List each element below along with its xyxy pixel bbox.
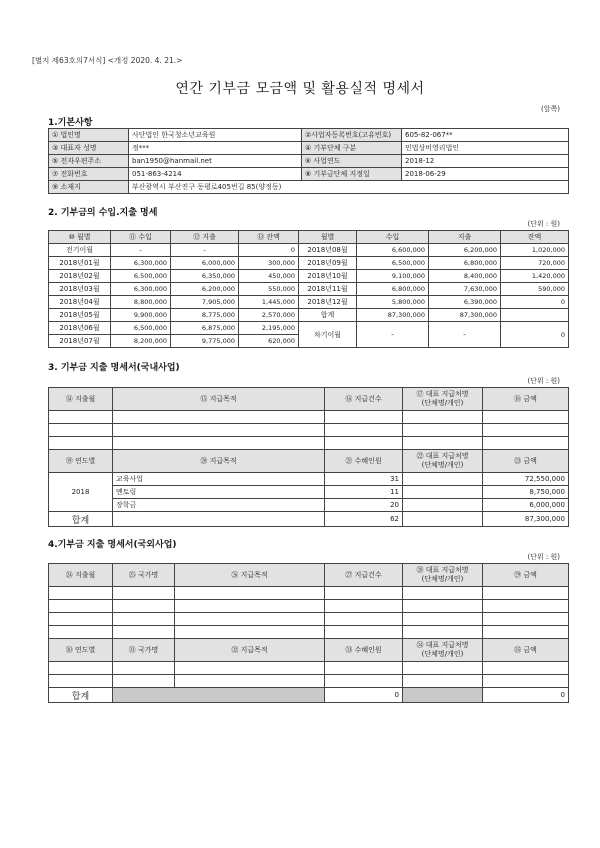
income-cell: 6,800,000 bbox=[357, 283, 429, 296]
month-cell: 전기이월 bbox=[49, 244, 111, 257]
column-header: 잔액 bbox=[501, 231, 569, 244]
balance-cell: 550,000 bbox=[239, 283, 299, 296]
empty-cell bbox=[403, 600, 483, 613]
empty-cell bbox=[483, 587, 569, 600]
month-cell: 2018년07월 bbox=[49, 335, 111, 348]
field-label: ②사업자등록번호(고유번호) bbox=[302, 129, 402, 142]
field-value: 2018-12 bbox=[402, 155, 569, 168]
empty-cell bbox=[49, 587, 113, 600]
header-line: (단체명/개인) bbox=[421, 399, 464, 407]
field-label: ⑧ 기부금단체 지정일 bbox=[302, 168, 402, 181]
empty-cell bbox=[113, 411, 325, 424]
empty-cell bbox=[483, 613, 569, 626]
income-cell: 6,300,000 bbox=[111, 283, 171, 296]
income-cell: 6,300,000 bbox=[111, 257, 171, 270]
income-cell: 8,200,000 bbox=[111, 335, 171, 348]
month-cell: 2018년12월 bbox=[299, 296, 357, 309]
header-line: (단체명/개인) bbox=[421, 461, 464, 469]
expense-cell: 6,350,000 bbox=[171, 270, 239, 283]
empty-row bbox=[49, 411, 569, 424]
recipient-cell bbox=[403, 499, 483, 512]
empty-cell bbox=[325, 600, 403, 613]
expense-cell: 6,200,000 bbox=[429, 244, 501, 257]
expense-cell: 6,800,000 bbox=[429, 257, 501, 270]
expense-cell: 7,905,000 bbox=[171, 296, 239, 309]
month-cell: 2018년02월 bbox=[49, 270, 111, 283]
empty-cell bbox=[49, 424, 113, 437]
purpose-cell: 교육사업 bbox=[113, 473, 325, 486]
month-row bbox=[49, 283, 569, 296]
count-cell: 31 bbox=[325, 473, 403, 486]
balance-cell: 450,000 bbox=[239, 270, 299, 283]
empty-cell bbox=[113, 613, 175, 626]
empty-cell bbox=[113, 600, 175, 613]
empty-cell bbox=[483, 675, 569, 688]
item-row bbox=[49, 473, 569, 486]
total-count: 62 bbox=[325, 512, 403, 527]
column-header: ㉜ 지급목적 bbox=[175, 639, 325, 662]
header-line: ⑰ 대표 지급처명 bbox=[416, 390, 469, 398]
column-header: ⑮ 지급목적 bbox=[113, 388, 325, 411]
shaded-cell bbox=[403, 688, 483, 703]
empty-cell bbox=[175, 587, 325, 600]
empty-cell bbox=[403, 675, 483, 688]
recipient-cell bbox=[403, 486, 483, 499]
overseas-expense-table bbox=[48, 563, 569, 703]
empty-row bbox=[49, 662, 569, 675]
income-cell: - bbox=[111, 244, 171, 257]
empty-cell bbox=[113, 662, 175, 675]
column-header: ⑯ 지급건수 bbox=[325, 388, 403, 411]
column-header: ㉓ 금액 bbox=[483, 450, 569, 473]
balance-cell: 0 bbox=[239, 244, 299, 257]
empty-cell bbox=[175, 613, 325, 626]
expense-cell: - bbox=[171, 244, 239, 257]
total-count: 0 bbox=[325, 688, 403, 703]
header-row bbox=[49, 450, 569, 473]
month-cell: 2018년05월 bbox=[49, 309, 111, 322]
empty-cell bbox=[175, 675, 325, 688]
month-cell: 2018년09월 bbox=[299, 257, 357, 270]
column-header: ㉛ 국가명 bbox=[113, 639, 175, 662]
purpose-cell: 멘토링 bbox=[113, 486, 325, 499]
empty-cell bbox=[175, 662, 325, 675]
empty-cell bbox=[49, 411, 113, 424]
expense-cell: 87,300,000 bbox=[429, 309, 501, 322]
field-label: ⑦ 전화번호 bbox=[49, 168, 129, 181]
empty-cell bbox=[113, 437, 325, 450]
header-line: ㉒ 대표 지급처명 bbox=[416, 452, 469, 460]
column-header: ㉗ 지급건수 bbox=[325, 564, 403, 587]
balance-cell: 1,020,000 bbox=[501, 244, 569, 257]
income-cell: 6,500,000 bbox=[357, 257, 429, 270]
column-header: ⑭ 지출월 bbox=[49, 388, 113, 411]
empty-cell bbox=[403, 512, 483, 527]
section3-unit: (단위 : 원) bbox=[527, 377, 560, 385]
income-cell: 6,600,000 bbox=[357, 244, 429, 257]
balance-cell: 720,000 bbox=[501, 257, 569, 270]
column-header: ⑳ 지급목적 bbox=[113, 450, 325, 473]
empty-cell bbox=[483, 662, 569, 675]
column-header: ⑬ 잔액 bbox=[239, 231, 299, 244]
recipient-cell bbox=[403, 473, 483, 486]
field-value: 2018-06-29 bbox=[402, 168, 569, 181]
empty-cell bbox=[483, 411, 569, 424]
expense-cell: 6,000,000 bbox=[171, 257, 239, 270]
balance-cell: 1,445,000 bbox=[239, 296, 299, 309]
column-header: ㉙ 금액 bbox=[483, 564, 569, 587]
section4-unit: (단위 : 원) bbox=[527, 553, 560, 561]
month-row bbox=[49, 296, 569, 309]
field-value: 605-82-067** bbox=[402, 129, 569, 142]
month-cell: 2018년01월 bbox=[49, 257, 111, 270]
section2-title: 2. 기부금의 수입.지출 명세 bbox=[48, 208, 158, 218]
amount-cell: 6,000,000 bbox=[483, 499, 569, 512]
header-row bbox=[49, 388, 569, 411]
purpose-cell: 장학금 bbox=[113, 499, 325, 512]
empty-cell bbox=[483, 437, 569, 450]
month-cell: 2018년10월 bbox=[299, 270, 357, 283]
basic-info-row bbox=[49, 129, 569, 142]
empty-row bbox=[49, 587, 569, 600]
balance-cell: 590,000 bbox=[501, 283, 569, 296]
balance-cell: 0 bbox=[501, 322, 569, 348]
income-cell: 87,300,000 bbox=[357, 309, 429, 322]
column-header: 지출 bbox=[429, 231, 501, 244]
column-header: ㉝ 수혜인원 bbox=[325, 639, 403, 662]
month-row bbox=[49, 322, 569, 335]
empty-cell bbox=[325, 675, 403, 688]
empty-cell bbox=[325, 437, 403, 450]
empty-row bbox=[49, 424, 569, 437]
income-cell: 9,900,000 bbox=[111, 309, 171, 322]
column-header: ⑫ 지출 bbox=[171, 231, 239, 244]
header-row bbox=[49, 564, 569, 587]
empty-cell bbox=[403, 587, 483, 600]
balance-cell: 2,195,000 bbox=[239, 322, 299, 335]
empty-cell bbox=[49, 675, 113, 688]
column-header: ⑩ 월별 bbox=[49, 231, 111, 244]
address-value: 부산광역시 부산진구 동평로405번길 85(양정동) bbox=[129, 181, 569, 194]
header-line: ㉞ 대표 지급처명 bbox=[416, 641, 469, 649]
empty-cell bbox=[325, 411, 403, 424]
total-amount: 0 bbox=[483, 688, 569, 703]
month-cell: 2018년06월 bbox=[49, 322, 111, 335]
empty-cell bbox=[113, 424, 325, 437]
month-row bbox=[49, 257, 569, 270]
count-cell: 20 bbox=[325, 499, 403, 512]
empty-cell bbox=[49, 626, 113, 639]
column-header: ㉚ 연도별 bbox=[49, 639, 113, 662]
domestic-expense-table bbox=[48, 387, 569, 527]
column-header: ㉖ 지급목적 bbox=[175, 564, 325, 587]
empty-row bbox=[49, 437, 569, 450]
empty-cell bbox=[403, 662, 483, 675]
basic-info-row bbox=[49, 142, 569, 155]
item-row bbox=[49, 499, 569, 512]
empty-cell bbox=[113, 587, 175, 600]
month-cell: 합계 bbox=[299, 309, 357, 322]
empty-row bbox=[49, 626, 569, 639]
column-header: 월별 bbox=[299, 231, 357, 244]
month-row bbox=[49, 309, 569, 322]
empty-cell bbox=[113, 626, 175, 639]
total-row bbox=[49, 512, 569, 527]
count-cell: 11 bbox=[325, 486, 403, 499]
basic-info-row bbox=[49, 155, 569, 168]
expense-cell: 6,875,000 bbox=[171, 322, 239, 335]
income-expense-table bbox=[48, 230, 569, 348]
field-label: ① 법인명 bbox=[49, 129, 129, 142]
address-label: ⑨ 소재지 bbox=[49, 181, 129, 194]
income-cell: 6,500,000 bbox=[111, 270, 171, 283]
empty-cell bbox=[403, 613, 483, 626]
empty-cell bbox=[325, 424, 403, 437]
column-header: ㉟ 금액 bbox=[483, 639, 569, 662]
empty-cell bbox=[49, 600, 113, 613]
header-line: (단체명/개인) bbox=[421, 650, 464, 658]
column-header: ⑪ 수입 bbox=[111, 231, 171, 244]
basic-info-row bbox=[49, 168, 569, 181]
empty-cell bbox=[113, 512, 325, 527]
empty-cell bbox=[403, 424, 483, 437]
month-cell: 2018년08월 bbox=[299, 244, 357, 257]
column-header bbox=[403, 564, 483, 587]
item-row bbox=[49, 486, 569, 499]
section3-title: 3. 기부금 지출 명세서(국내사업) bbox=[48, 363, 180, 373]
balance-cell: 2,570,000 bbox=[239, 309, 299, 322]
column-header: ㉑ 수혜인원 bbox=[325, 450, 403, 473]
empty-cell bbox=[483, 626, 569, 639]
empty-cell bbox=[483, 424, 569, 437]
balance-cell: 300,000 bbox=[239, 257, 299, 270]
expense-cell: 8,400,000 bbox=[429, 270, 501, 283]
field-value: 민법상비영리법인 bbox=[402, 142, 569, 155]
field-value: 사단법인 한국청소년교육원 bbox=[129, 129, 302, 142]
column-header: 수입 bbox=[357, 231, 429, 244]
field-label: ④ 기부단체 구분 bbox=[302, 142, 402, 155]
income-cell: 9,100,000 bbox=[357, 270, 429, 283]
field-value: 051-863-4214 bbox=[129, 168, 302, 181]
month-cell: 2018년03월 bbox=[49, 283, 111, 296]
empty-cell bbox=[49, 437, 113, 450]
empty-row bbox=[49, 675, 569, 688]
header-row bbox=[49, 231, 569, 244]
expense-cell: 9,775,000 bbox=[171, 335, 239, 348]
total-label: 합계 bbox=[49, 688, 113, 703]
empty-cell bbox=[325, 626, 403, 639]
form-id: [별지 제63호의7서식] <개정 2020. 4. 21.> bbox=[32, 56, 183, 65]
income-cell: 8,800,000 bbox=[111, 296, 171, 309]
empty-cell bbox=[49, 662, 113, 675]
empty-cell bbox=[175, 626, 325, 639]
expense-cell: 8,775,000 bbox=[171, 309, 239, 322]
column-header: ㉕ 국가명 bbox=[113, 564, 175, 587]
empty-cell bbox=[403, 626, 483, 639]
income-cell: - bbox=[357, 322, 429, 348]
total-amount: 87,300,000 bbox=[483, 512, 569, 527]
expense-cell: 6,200,000 bbox=[171, 283, 239, 296]
balance-cell: 0 bbox=[501, 296, 569, 309]
carryover-label: 차기이월 bbox=[299, 322, 357, 348]
field-value: ban1950@hanmail.net bbox=[129, 155, 302, 168]
column-header: ⑱ 금액 bbox=[483, 388, 569, 411]
empty-cell bbox=[325, 662, 403, 675]
empty-cell bbox=[403, 411, 483, 424]
field-label: ⑥ 사업연도 bbox=[302, 155, 402, 168]
expense-cell: - bbox=[429, 322, 501, 348]
income-cell: 5,800,000 bbox=[357, 296, 429, 309]
balance-cell: 1,420,000 bbox=[501, 270, 569, 283]
column-header bbox=[403, 388, 483, 411]
section1-title: 1.기본사항 bbox=[48, 118, 93, 128]
expense-cell: 7,630,000 bbox=[429, 283, 501, 296]
empty-cell bbox=[483, 600, 569, 613]
page-side-label: (앞쪽) bbox=[541, 105, 560, 113]
header-line: ㉘ 대표 지급처명 bbox=[416, 566, 469, 574]
column-header bbox=[403, 639, 483, 662]
balance-cell bbox=[501, 309, 569, 322]
column-header: ㉔ 지출월 bbox=[49, 564, 113, 587]
empty-cell bbox=[403, 437, 483, 450]
header-row bbox=[49, 639, 569, 662]
empty-row bbox=[49, 600, 569, 613]
empty-row bbox=[49, 613, 569, 626]
total-row bbox=[49, 688, 569, 703]
income-cell: 6,500,000 bbox=[111, 322, 171, 335]
document-title: 연간 기부금 모금액 및 활용실적 명세서 bbox=[175, 81, 425, 97]
empty-cell bbox=[49, 613, 113, 626]
empty-cell bbox=[325, 613, 403, 626]
column-header bbox=[403, 450, 483, 473]
header-line: (단체명/개인) bbox=[421, 575, 464, 583]
empty-cell bbox=[113, 675, 175, 688]
empty-cell bbox=[175, 600, 325, 613]
total-label: 합계 bbox=[49, 512, 113, 527]
month-row bbox=[49, 244, 569, 257]
month-cell: 2018년04월 bbox=[49, 296, 111, 309]
expense-cell: 6,390,000 bbox=[429, 296, 501, 309]
balance-cell: 620,000 bbox=[239, 335, 299, 348]
month-row bbox=[49, 270, 569, 283]
month-cell: 2018년11월 bbox=[299, 283, 357, 296]
year-cell: 2018 bbox=[49, 473, 113, 512]
amount-cell: 72,550,000 bbox=[483, 473, 569, 486]
shaded-cell bbox=[113, 688, 325, 703]
field-label: ③ 대표자 성명 bbox=[49, 142, 129, 155]
field-value: 정*** bbox=[129, 142, 302, 155]
basic-info-row bbox=[49, 181, 569, 194]
empty-cell bbox=[325, 587, 403, 600]
basic-info-table bbox=[48, 128, 569, 194]
amount-cell: 8,750,000 bbox=[483, 486, 569, 499]
section2-unit: (단위 : 원) bbox=[527, 220, 560, 228]
field-label: ⑤ 전자우편주소 bbox=[49, 155, 129, 168]
section4-title: 4.기부금 지출 명세서(국외사업) bbox=[48, 540, 177, 550]
column-header: ⑲ 연도별 bbox=[49, 450, 113, 473]
